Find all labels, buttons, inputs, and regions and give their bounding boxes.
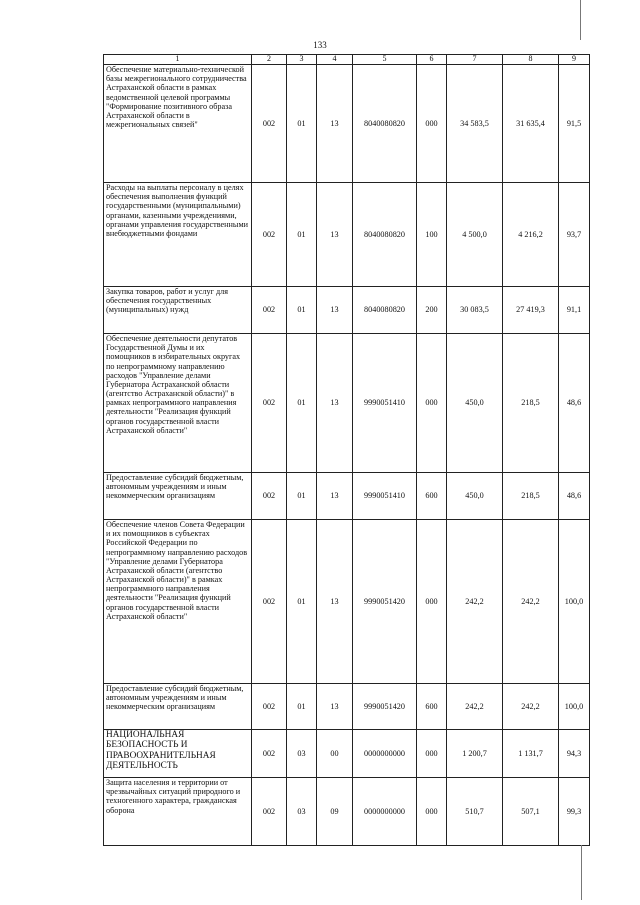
cell-executed: 1 131,7 [503,729,559,777]
cell-percent: 99,3 [559,777,590,845]
cell-ministry: 002 [252,472,287,519]
row-name: Предоставление субсидий бюджетным, автономным учреждениям и иным некоммерческим организациям [104,472,252,519]
table-row [104,182,590,286]
header-cell-2: 2 [252,55,287,65]
cell-executed: 507,1 [503,777,559,845]
cell-ministry: 002 [252,683,287,729]
cell-expense-type: 200 [417,286,447,333]
cell-section: 01 [287,182,317,286]
cell-planned: 450,0 [447,333,503,472]
table-row [104,683,590,729]
cell-subsection: 13 [317,286,353,333]
table-row [104,64,590,182]
cell-ministry: 002 [252,333,287,472]
cell-section: 03 [287,777,317,845]
row-name: Обеспечение деятельности депутатов Государственной Думы и их помощников в избирательных округах по непрограммному направлению расходов "Управление делами Губернатора Астраханской области (агентство Астраханской области)" в рамках непрограммного направления деятельности "Реализация функций органов государственной власти Астраханской области" [104,333,252,472]
cell-ministry: 002 [252,729,287,777]
header-cell-6: 6 [417,55,447,65]
cell-executed: 4 216,2 [503,182,559,286]
row-name: Защита населения и территории от чрезвычайных ситуаций природного и техногенного характера, гражданская оборона [104,777,252,845]
cell-percent: 91,5 [559,64,590,182]
cell-section: 01 [287,683,317,729]
header-cell-9: 9 [559,55,590,65]
cell-target-article: 9990051410 [353,472,417,519]
cell-planned: 34 583,5 [447,64,503,182]
cell-expense-type: 000 [417,64,447,182]
cell-ministry: 002 [252,519,287,683]
cell-percent: 48,6 [559,472,590,519]
table-row [104,333,590,472]
cell-section: 01 [287,286,317,333]
cell-subsection: 13 [317,333,353,472]
cell-expense-type: 000 [417,777,447,845]
scan-artifact-line [581,845,582,900]
cell-expense-type: 600 [417,472,447,519]
header-cell-3: 3 [287,55,317,65]
row-name: Обеспечение членов Совета Федерации и их помощников в субъектах Российской Федерации по непрограммному направлению расходов "Управление делами Губернатора Астраханской области (агентство Астраханской области)" в рамках непрограммного направления деятельности "Реализация функций органов государственной власти Астраханской области" [104,519,252,683]
row-name: Предоставление субсидий бюджетным, автономным учреждениям и иным некоммерческим организациям [104,683,252,729]
cell-expense-type: 000 [417,519,447,683]
cell-percent: 93,7 [559,182,590,286]
cell-executed: 242,2 [503,683,559,729]
cell-planned: 1 200,7 [447,729,503,777]
row-name: НАЦИОНАЛЬНАЯ БЕЗОПАСНОСТЬ И ПРАВООХРАНИТЕЛЬНАЯ ДЕЯТЕЛЬНОСТЬ [104,729,252,777]
cell-percent: 94,3 [559,729,590,777]
header-cell-1: 1 [104,55,252,65]
cell-ministry: 002 [252,777,287,845]
cell-executed: 31 635,4 [503,64,559,182]
row-name: Расходы на выплаты персоналу в целях обеспечения выполнения функций государственными (муниципальными) органами, казенными учреждениями, органами управления государственными внебюджетными фондами [104,182,252,286]
cell-target-article: 9990051420 [353,683,417,729]
cell-planned: 242,2 [447,519,503,683]
cell-percent: 91,1 [559,286,590,333]
cell-target-article: 0000000000 [353,729,417,777]
cell-planned: 510,7 [447,777,503,845]
cell-percent: 100,0 [559,683,590,729]
cell-subsection: 09 [317,777,353,845]
cell-expense-type: 600 [417,683,447,729]
table-row [104,777,590,845]
cell-target-article: 8040080820 [353,286,417,333]
cell-subsection: 13 [317,519,353,683]
cell-subsection: 00 [317,729,353,777]
cell-ministry: 002 [252,286,287,333]
row-name: Закупка товаров, работ и услуг для обеспечения государственных (муниципальных) нужд [104,286,252,333]
scan-artifact-line [580,0,581,40]
table-row [104,519,590,683]
cell-ministry: 002 [252,182,287,286]
cell-planned: 4 500,0 [447,182,503,286]
cell-planned: 450,0 [447,472,503,519]
cell-subsection: 13 [317,683,353,729]
cell-executed: 218,5 [503,333,559,472]
cell-target-article: 8040080820 [353,64,417,182]
cell-planned: 242,2 [447,683,503,729]
cell-target-article: 9990051410 [353,333,417,472]
table-row [104,286,590,333]
cell-planned: 30 083,5 [447,286,503,333]
cell-section: 01 [287,472,317,519]
cell-section: 03 [287,729,317,777]
cell-section: 01 [287,519,317,683]
cell-ministry: 002 [252,64,287,182]
budget-table [103,54,590,846]
header-cell-8: 8 [503,55,559,65]
header-cell-7: 7 [447,55,503,65]
header-cell-5: 5 [353,55,417,65]
cell-executed: 27 419,3 [503,286,559,333]
cell-percent: 48,6 [559,333,590,472]
table-row [104,729,590,777]
cell-executed: 242,2 [503,519,559,683]
cell-target-article: 8040080820 [353,182,417,286]
cell-section: 01 [287,333,317,472]
cell-subsection: 13 [317,64,353,182]
cell-target-article: 9990051420 [353,519,417,683]
header-row [104,55,590,65]
cell-expense-type: 000 [417,333,447,472]
cell-percent: 100,0 [559,519,590,683]
cell-subsection: 13 [317,472,353,519]
cell-target-article: 0000000000 [353,777,417,845]
cell-expense-type: 100 [417,182,447,286]
cell-expense-type: 000 [417,729,447,777]
page-number: 133 [313,40,327,50]
cell-executed: 218,5 [503,472,559,519]
table-row [104,472,590,519]
header-cell-4: 4 [317,55,353,65]
row-name: Обеспечение материально-технической базы межрегионального сотрудничества Астраханской области в рамках ведомственной целевой программы "Формирование позитивного образа Астраханской области в межрегиональных связей" [104,64,252,182]
cell-subsection: 13 [317,182,353,286]
cell-section: 01 [287,64,317,182]
